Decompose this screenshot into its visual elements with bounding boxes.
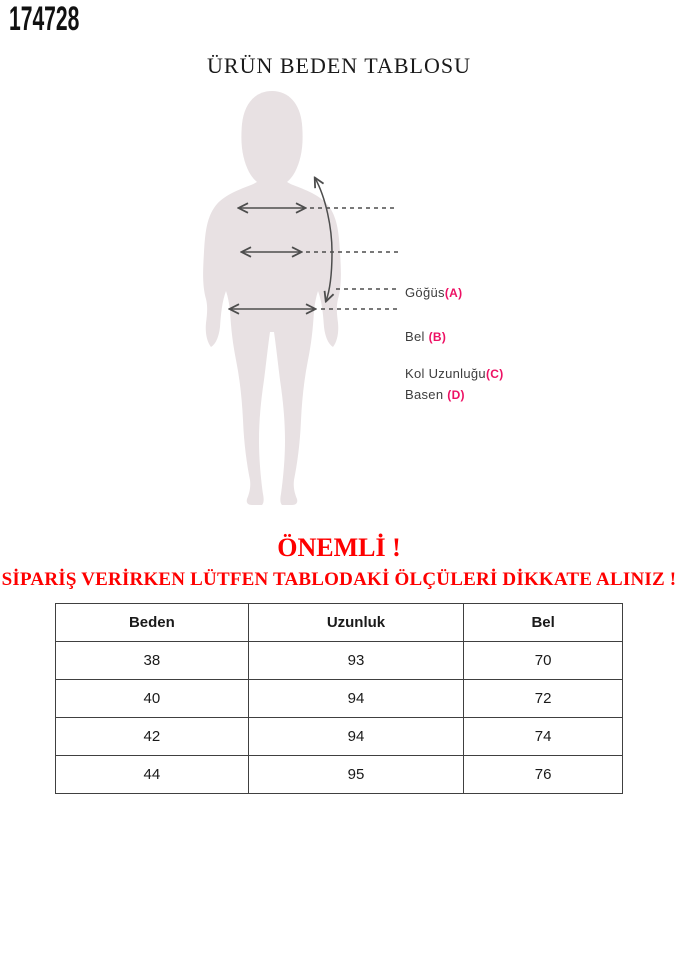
col-header-bel: Bel [464, 604, 623, 642]
table-row [56, 642, 623, 680]
measure-label-arm-length [405, 366, 504, 382]
size-cell: 40 [56, 680, 249, 718]
page-title: ÜRÜN BEDEN TABLOSU [207, 53, 471, 78]
measure-label-waist-text: Bel [405, 329, 429, 344]
measure-label-chest [405, 285, 462, 301]
silhouette-body [203, 166, 341, 505]
measure-letter-a: (A) [444, 286, 463, 300]
size-cell: 95 [248, 756, 463, 794]
table-row [56, 756, 623, 794]
size-cell: 74 [464, 718, 623, 756]
size-cell: 94 [248, 680, 463, 718]
size-table-header-row [56, 604, 623, 642]
size-cell: 70 [464, 642, 623, 680]
size-cell: 72 [464, 680, 623, 718]
table-row [56, 718, 623, 756]
important-heading: ÖNEMLİ ! [277, 533, 401, 562]
warning-text: SİPARİŞ VERİRKEN LÜTFEN TABLODAKİ ÖLÇÜLERİ DİKKATE ALINIZ ! [1, 569, 677, 590]
col-header-beden: Beden [56, 604, 249, 642]
size-cell: 93 [248, 642, 463, 680]
size-cell: 76 [464, 756, 623, 794]
measure-label-chest-text: Göğüs [405, 285, 445, 300]
measure-label-waist [405, 329, 446, 345]
measure-letter-d: (D) [447, 388, 465, 402]
measure-label-hip-text: Basen [405, 387, 448, 402]
measure-letter-b: (B) [428, 330, 447, 344]
size-cell: 44 [56, 756, 249, 794]
body-measurement-diagram [0, 85, 678, 515]
product-code-text: 174728 [9, 0, 80, 38]
measure-letter-c: (C) [485, 367, 504, 381]
product-code [9, 2, 122, 36]
measure-label-arm-length-text: Kol Uzunluğu [405, 366, 486, 381]
measure-label-hip [405, 387, 465, 403]
size-table [55, 603, 623, 794]
col-header-uzunluk: Uzunluk [248, 604, 463, 642]
table-row [56, 680, 623, 718]
size-cell: 38 [56, 642, 249, 680]
size-cell: 94 [248, 718, 463, 756]
size-cell: 42 [56, 718, 249, 756]
